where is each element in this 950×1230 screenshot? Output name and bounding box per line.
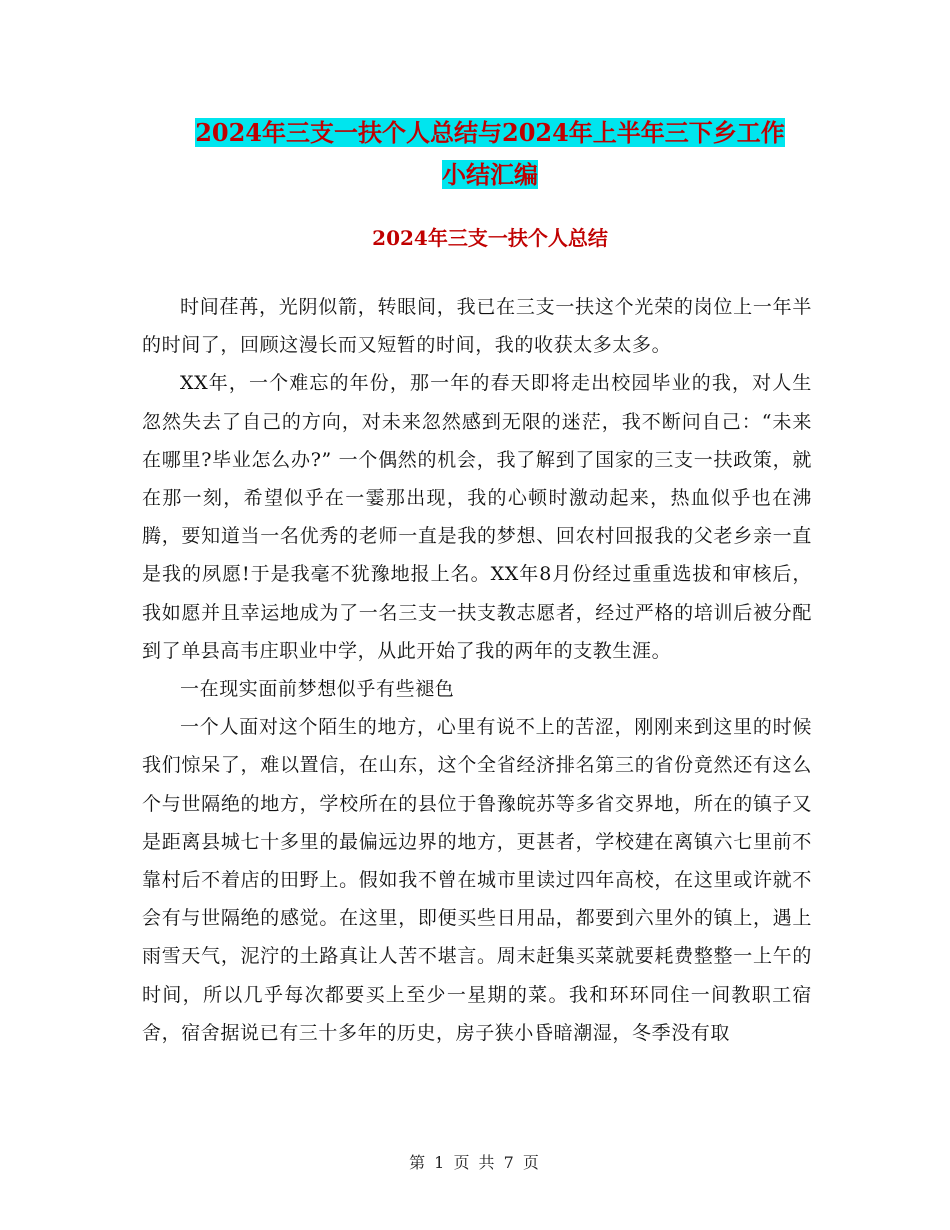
document-title-line2: 小结汇编 xyxy=(442,160,538,189)
paragraph-4: 一个人面对这个陌生的地方，心里有说不上的苦涩，刚刚来到这里的时候我们惊呆了，难以置信，在山东，这个全省经济排名第三的省份竟然还有这么个与世隔绝的地方，学校所在的县位于鲁豫皖苏等多省交界地，所在的镇子又是距离县城七十多里的最偏远边界的地方，更甚者，学校建在离镇六七里前不靠村后不着店的田野上。假如我不曾在城市里读过四年高校，在这里或许就不会有与世隔绝的感觉。在这里，即便买些日用品，都要到六里外的镇上，遇上雨雪天气，泥泞的土路真让人苦不堪言。周末赶集买菜就要耗费整整一上午的时间，所以几乎每次都要买上至少一星期的菜。我和环环同住一间教职工宿舍，宿舍据说已有三十多年的历史，房子狭小昏暗潮湿，冬季没有取 xyxy=(142,716,812,1044)
page-footer: 第 1 页 共 7 页 xyxy=(409,1153,541,1172)
document-title xyxy=(140,112,840,196)
section-title: 2024年三支一扶个人总结 xyxy=(372,226,608,250)
document-title-line1: 2024年三支一扶个人总结与2024年上半年三下乡工作 xyxy=(195,118,785,147)
paragraph-2: XX年，一个难忘的年份，那一年的春天即将走出校园毕业的我，对人生忽然失去了自己的方向，对未来忽然感到无限的迷茫，我不断问自己：“未来在哪里?毕业怎么办?” 一个偶然的机会，我了解到了国家的三支一扶政策，就在那一刻，希望似乎在一霎那出现，我的心顿时激动起来，热血似乎也在沸腾，要知道当一名优秀的老师一直是我的梦想、回农村回报我的父老乡亲一直是我的夙愿!于是我毫不犹豫地报上名。XX年8月份经过重重选拔和审核后，我如愿并且幸运地成为了一名三支一扶支教志愿者，经过严格的培训后被分配到了单县高韦庄职业中学，从此开始了我的两年的支教生涯。 xyxy=(142,372,812,662)
paragraph-3-heading: 一在现实面前梦想似乎有些褪色 xyxy=(180,678,455,701)
paragraph-1: 时间荏苒，光阴似箭，转眼间，我已在三支一扶这个光荣的岗位上一年半的时间了，回顾这漫长而又短暂的时间，我的收获太多太多。 xyxy=(142,296,812,357)
document-body xyxy=(142,288,812,1052)
